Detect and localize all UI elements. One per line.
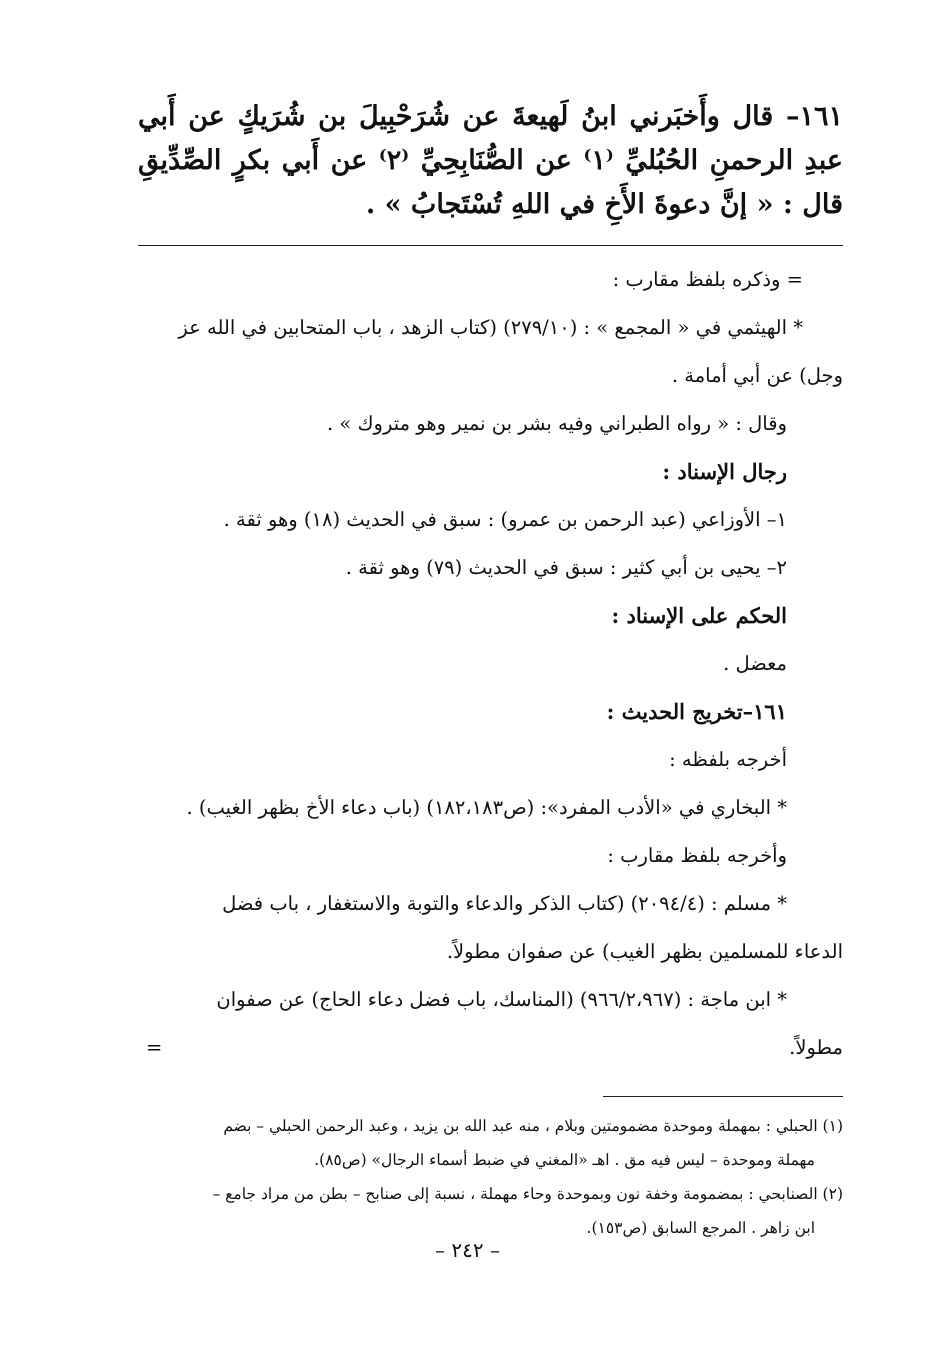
footnotes xyxy=(138,1109,843,1245)
commentary xyxy=(138,256,843,1072)
commentary-line: * البخاري في «الأدب المفرد»: (ص١٨٢،١٨٣) (باب دعاء الأخ بظهر الغيب) . xyxy=(186,796,787,819)
hadith-quote: « إنَّ دعوةَ الأَخِ في اللهِ تُسْتَجابُ » . xyxy=(365,189,774,220)
hadith-number: ١٦١– xyxy=(785,101,843,132)
hadith-text xyxy=(138,95,843,227)
commentary-line: ٢– يحيى بن أبي كثير : سبق في الحديث (٧٩) وهو ثقة . xyxy=(345,556,787,579)
footnote-1: (١) الحبلي : بمهملة وموحدة مضمومتين وبلام ، منه عبد الله بن يزيد ، وعبد الرحمن الحبلي – بضم xyxy=(223,1117,843,1135)
section-heading-narrators: رجال الإسناد : xyxy=(662,459,787,484)
continuation-mark: = xyxy=(146,1036,163,1059)
footnote-1-continued: مهملة وموحدة – ليس فيه مق . اهـ «المغني في ضبط أسماء الرجال» (ص٨٥). xyxy=(314,1151,815,1169)
hadith-body: قال وأَخبَرني ابنُ لَهيعةَ عن شُرَحْبِيلَ بن شُرَيكٍ عن أَبي عبدِ الرحمنِ الحُبُليِّ ⁽١⁾ عن الصُّنَابِحِيِّ ⁽٢⁾ عن أَبي بكرٍ الصِّدِّيقِ قال : xyxy=(138,101,843,220)
commentary-line: ١– الأوزاعي (عبد الرحمن بن عمرو) : سبق في الحديث (١٨) وهو ثقة . xyxy=(223,508,787,531)
footnote-divider xyxy=(603,1096,843,1097)
commentary-line: * مسلم : (٢٠٩٤/٤) (كتاب الذكر والدعاء والتوبة والاستغفار ، باب فضل xyxy=(222,892,787,915)
commentary-line: وأخرجه بلفظ مقارب : xyxy=(607,844,787,867)
footnote-2: (٢) الصنابحي : بمضمومة وخفة نون وبموحدة وحاء مهملة ، نسبة إلى صنابح – بطن من مراد جامع – xyxy=(212,1185,843,1203)
commentary-line: مطولاً. xyxy=(789,1036,843,1059)
section-heading-takhrij: ١٦١–تخريج الحديث : xyxy=(606,699,787,724)
section-heading-ruling: الحكم على الإسناد : xyxy=(611,603,787,628)
commentary-line: = وذكره بلفظ مقارب : xyxy=(612,268,803,291)
footnote-2-continued: ابن زاهر . المرجع السابق (ص١٥٣). xyxy=(586,1219,815,1237)
commentary-line: الدعاء للمسلمين بظهر الغيب) عن صفوان مطولاً. xyxy=(446,940,843,963)
commentary-line: * الهيثمي في « المجمع » : (٢٧٩/١٠) (كتاب الزهد ، باب المتحابين في الله عز xyxy=(178,316,803,339)
page-number: – ٢٤٢ – xyxy=(435,1238,500,1262)
commentary-line: وقال : « رواه الطبراني وفيه بشر بن نمير وهو متروك » . xyxy=(326,412,787,435)
top-divider xyxy=(138,245,843,246)
commentary-line: وجل) عن أبي أمامة . xyxy=(671,364,843,387)
commentary-line: أخرجه بلفظه : xyxy=(669,748,787,771)
commentary-line: * ابن ماجة : (٩٦٦/٢،٩٦٧) (المناسك، باب فضل دعاء الحاج) عن صفوان xyxy=(216,988,787,1011)
commentary-line: معضل . xyxy=(723,652,787,675)
page-content xyxy=(138,95,843,1245)
